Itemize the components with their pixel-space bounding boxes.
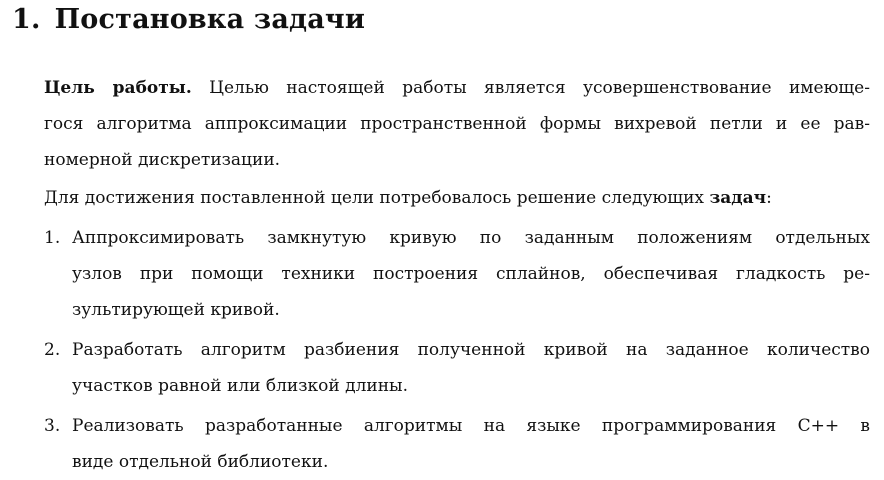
list-item-number: 1. [44,228,61,248]
list-item-line: участков равной или близкой длины. [72,376,408,396]
list-item [44,332,870,404]
tasks-intro-bold: задач [709,188,767,208]
tasks-intro-line [44,180,870,216]
list-item-line: виде отдельной библиотеки. [72,452,329,472]
list-item-number: 2. [44,340,61,360]
list-item-line: Разработать алгоритм разбиения полученной кривой на заданное количество [72,340,870,360]
tasks-list [44,220,870,480]
list-item [44,408,870,480]
section-title: Постановка задачи [54,4,366,35]
list-item-text [72,332,870,404]
list-item-line: Реализовать разработанные алгоритмы на языке программирования C++ в [72,416,870,436]
goal-line-2: гося алгоритма аппроксимации пространственной формы вихревой петли и ее рав- [44,114,870,134]
goal-text-line-1: Целью настоящей работы является усовершенствование имеюще- [209,78,870,98]
goal-line-3: номерной дискретизации. [44,150,281,170]
list-item [44,220,870,328]
list-item-text [72,220,870,328]
goal-line-1 [44,70,870,106]
tasks-intro-paragraph [44,180,870,216]
list-item-line: зультирующей кривой. [72,300,280,320]
section-heading [12,4,365,35]
section-number: 1. [12,4,41,35]
tasks-intro-text: Для достижения поставленной цели потребовалось решение следующих [44,188,705,208]
goal-label: Цель работы. [44,78,192,98]
goal-paragraph [44,70,870,178]
list-item-line: Аппроксимировать замкнутую кривую по заданным положениям отдельных [72,228,870,248]
list-item-number: 3. [44,416,61,436]
list-item-line: узлов при помощи техники построения сплайнов, обеспечивая гладкость ре- [72,264,870,284]
list-item-text [72,408,870,480]
tasks-intro-colon: : [766,188,772,208]
